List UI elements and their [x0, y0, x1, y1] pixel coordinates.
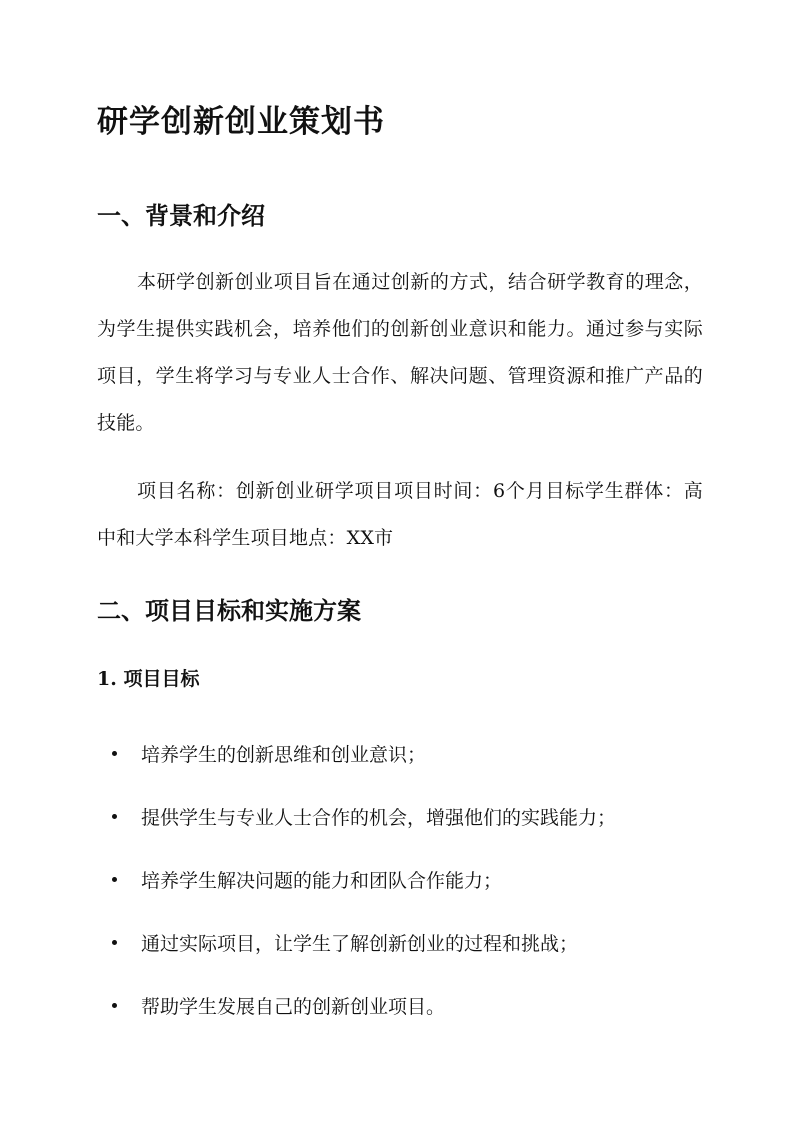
section-heading-goals-plan: 二、项目目标和实施方案: [97, 596, 361, 625]
list-item-text: 培养学生的创新思维和创业意识；: [141, 744, 427, 766]
list-item-text: 通过实际项目，让学生了解创新创业的过程和挑战；: [141, 933, 579, 955]
list-item: [112, 848, 616, 911]
list-item-text: 帮助学生发展自己的创新创业项目。: [141, 996, 446, 1018]
list-item-text: 培养学生解决问题的能力和团队合作能力；: [141, 870, 503, 892]
bullet-icon: [112, 751, 117, 756]
list-item: [112, 785, 616, 848]
project-goals-list: [112, 722, 616, 1037]
document-title: 研学创新创业策划书: [97, 104, 385, 140]
section-heading-background: 一、背景和介绍: [97, 201, 265, 230]
project-info-paragraph: 项目名称：创新创业研学项目项目时间：6个月目标学生群体：高中和大学本科学生项目地点：XX市: [97, 480, 703, 549]
bullet-icon: [112, 877, 117, 882]
bullet-icon: [112, 814, 117, 819]
bullet-icon: [112, 1003, 117, 1008]
list-item-text: 提供学生与专业人士合作的机会，增强他们的实践能力；: [141, 807, 617, 829]
subheading-project-goals: 1. 项目目标: [97, 668, 200, 690]
bullet-icon: [112, 940, 117, 945]
list-item: [112, 722, 616, 785]
list-item: [112, 974, 616, 1037]
list-item: [112, 911, 616, 974]
background-paragraph: 本研学创新创业项目旨在通过创新的方式，结合研学教育的理念，为学生提供实践机会，培养他们的创新创业意识和能力。通过参与实际项目，学生将学习与专业人士合作、解决问题、管理资源和推广产品的技能。: [97, 271, 703, 434]
